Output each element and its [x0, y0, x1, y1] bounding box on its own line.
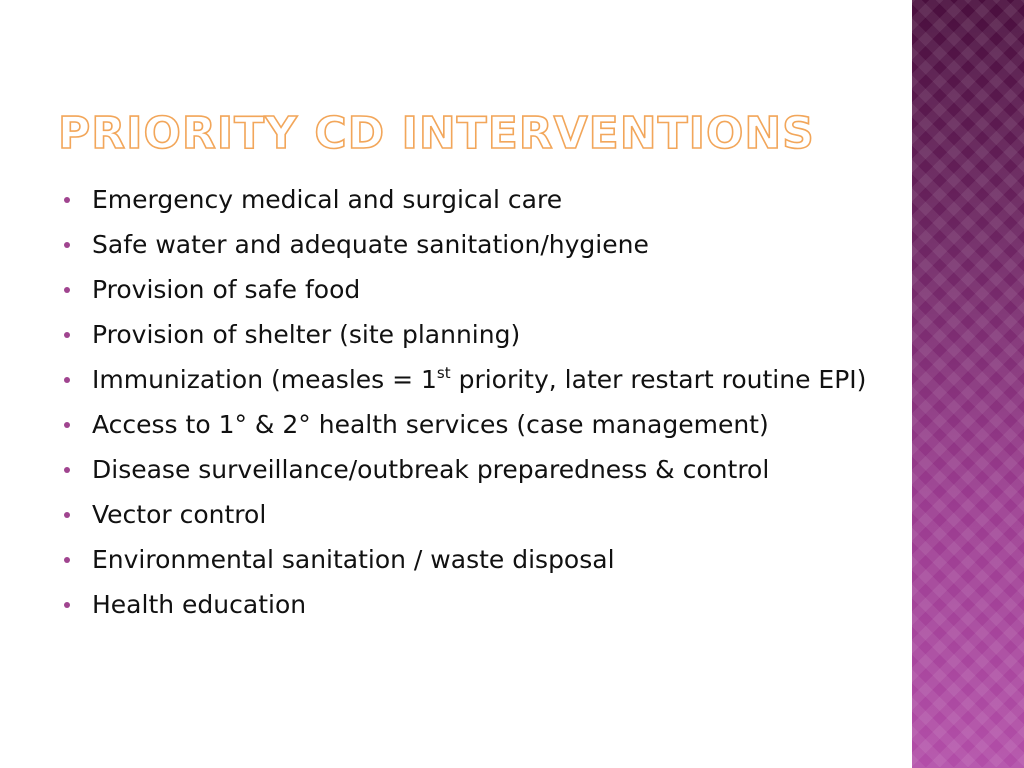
bullet-dot-icon [64, 377, 70, 383]
bullet-item [60, 408, 880, 441]
bullet-text-part: priority, later restart routine EPI) [450, 365, 867, 394]
bullet-item [60, 273, 880, 306]
bullet-item [60, 363, 880, 396]
decorative-side-band [912, 0, 1024, 768]
bullet-item [60, 183, 880, 216]
bullet-item [60, 588, 880, 621]
slide-title: PRIORITY CD INTERVENTIONS [58, 108, 815, 159]
bullet-dot-icon [64, 467, 70, 473]
bullet-dot-icon [64, 242, 70, 248]
bullet-item [60, 228, 880, 261]
bullet-dot-icon [64, 422, 70, 428]
bullet-dot-icon [64, 287, 70, 293]
bullet-dot-icon [64, 557, 70, 563]
bullet-text: Environmental sanitation / waste disposal [92, 545, 615, 574]
bullet-dot-icon [64, 332, 70, 338]
bullet-text-part: Immunization (measles = 1 [92, 365, 437, 394]
bullet-dot-icon [64, 602, 70, 608]
bullet-text: Disease surveillance/outbreak preparedness & control [92, 455, 770, 484]
bullet-list [60, 183, 880, 633]
bullet-text: Provision of safe food [92, 275, 361, 304]
bullet-text: Provision of shelter (site planning) [92, 320, 521, 349]
bullet-text: Emergency medical and surgical care [92, 185, 563, 214]
bullet-dot-icon [64, 512, 70, 518]
bullet-item [60, 453, 880, 486]
bullet-text: Health education [92, 590, 307, 619]
ordinal-superscript: st [436, 364, 451, 382]
bullet-item [60, 318, 880, 351]
bullet-dot-icon [64, 197, 70, 203]
bullet-text: Safe water and adequate sanitation/hygiene [92, 230, 649, 259]
bullet-item [60, 543, 880, 576]
bullet-text: Vector control [92, 500, 267, 529]
bullet-text: Access to 1° & 2° health services (case management) [92, 410, 769, 439]
bullet-item [60, 498, 880, 531]
